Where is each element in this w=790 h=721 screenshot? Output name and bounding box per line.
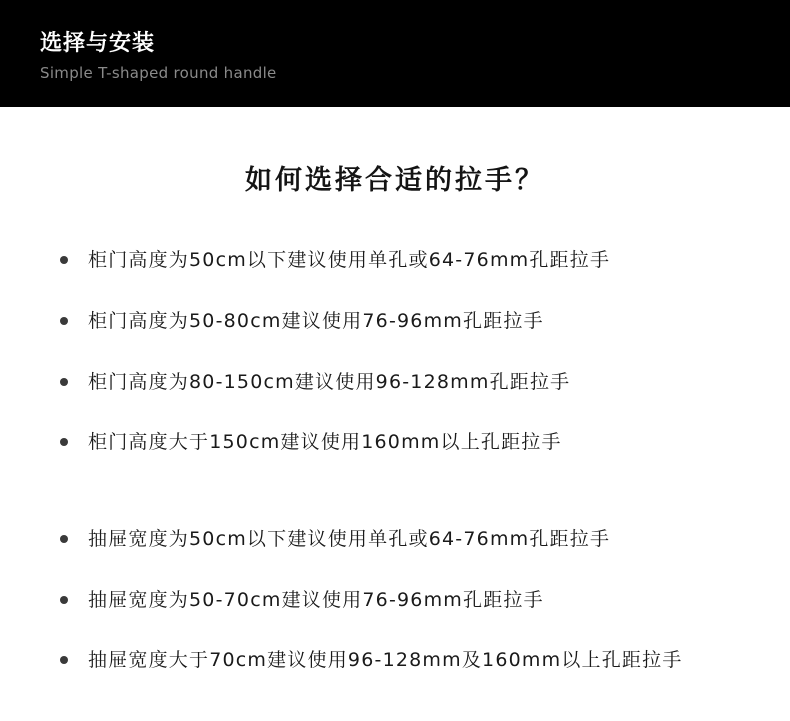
list-item-text: 柜门高度为50-80cm建议使用76-96mm孔距拉手 <box>88 310 544 332</box>
bullet-icon <box>60 256 68 264</box>
header-banner <box>0 0 790 107</box>
list-item-text: 柜门高度为80-150cm建议使用96-128mm孔距拉手 <box>88 371 571 393</box>
list-item-text: 抽屉宽度大于70cm建议使用96-128mm及160mm以上孔距拉手 <box>88 649 683 671</box>
bullet-icon <box>60 438 68 446</box>
bullet-icon <box>60 535 68 543</box>
list-item-text: 抽屉宽度为50-70cm建议使用76-96mm孔距拉手 <box>88 589 544 611</box>
list-item-text: 柜门高度大于150cm建议使用160mm以上孔距拉手 <box>88 431 562 453</box>
section-heading: 如何选择合适的拉手？ <box>245 165 545 196</box>
banner-title: 选择与安装 <box>40 31 156 56</box>
bullet-icon <box>60 317 68 325</box>
list-item-text: 柜门高度为50cm以下建议使用单孔或64-76mm孔距拉手 <box>88 249 611 271</box>
banner-subtitle: Simple T-shaped round handle <box>40 64 277 82</box>
bullet-icon <box>60 656 68 664</box>
bullet-icon <box>60 378 68 386</box>
bullet-icon <box>60 596 68 604</box>
list-item-text: 抽屉宽度为50cm以下建议使用单孔或64-76mm孔距拉手 <box>88 528 611 550</box>
